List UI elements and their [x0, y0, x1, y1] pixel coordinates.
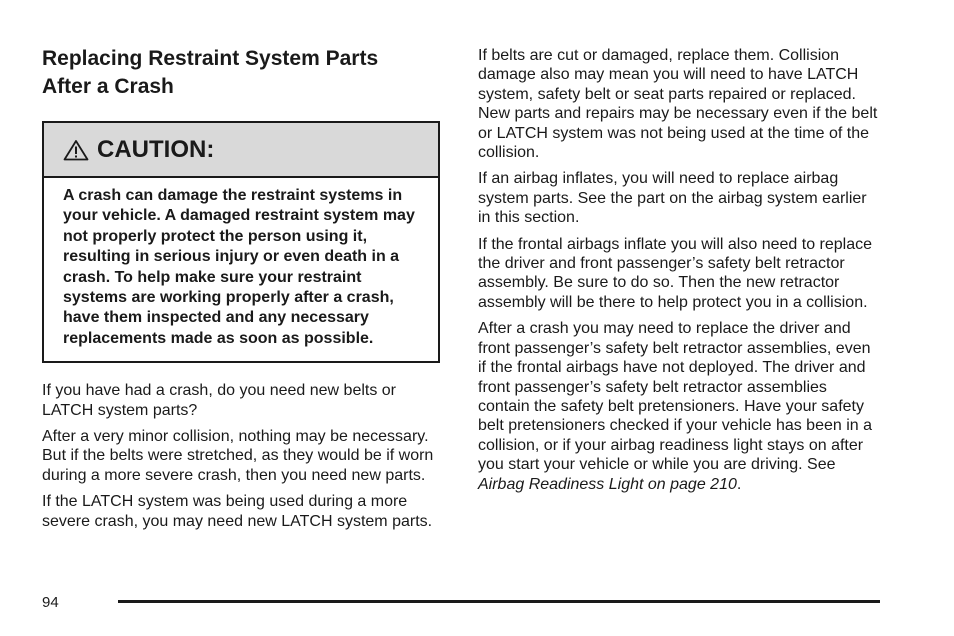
retractor-text: After a crash you may need to replace the driver and front passenger’s safety belt retractor assemblies, even if the frontal airbags have not deployed. The driver and front passenger’s safety belt retractor assemblies contain the safety belt pretensioners. Have your safety belt pretensioners checked if your vehicle has been in a collision, or if your airbag readiness light stays on after you start your vehicle or while you are driving. See — [478, 320, 873, 474]
caution-title: CAUTION: — [97, 135, 215, 163]
paragraph-latch-system: If the LATCH system was being used during a more severe crash, you may need new LATCH system parts. — [42, 493, 433, 530]
paragraph-minor-collision: After a very minor collision, nothing may be necessary. But if the belts were stretched, as they would be if worn during a more severe crash, then you need new parts. — [42, 428, 434, 484]
caution-body: A crash can damage the restraint systems in your vehicle. A damaged restraint system may not properly protect the person using it, resulting in serious injury or even death in a crash. To help make sure your restraint systems are working properly after a crash, have them inspected and any necessary replacements made as soon as possible. — [63, 187, 415, 347]
paragraph-retractor-assemblies — [478, 319, 882, 494]
retractor-text-end: . — [736, 475, 742, 493]
caution-header — [44, 123, 438, 178]
paragraph-frontal-airbags: If the frontal airbags inflate you will also need to replace the driver and front passenger’s safety belt retractor assembly. Be sure to do so. Then the new retractor assembly will be there to help protect you in a collision. — [478, 235, 873, 311]
section-heading — [42, 45, 445, 101]
caution-box — [42, 121, 440, 363]
page-number: 94 — [42, 594, 59, 611]
warning-triangle-icon — [63, 139, 89, 161]
right-column — [478, 46, 882, 501]
paragraph-crash-question: If you have had a crash, do you need new belts or LATCH system parts? — [42, 382, 397, 419]
paragraph-cut-belts: If belts are cut or damaged, replace them. Collision damage also may mean you will need to have LATCH system, safety belt or seat parts repaired or replaced. New parts and repairs may be necessary even if the belt or LATCH system was not being used at the time of the collision. — [478, 47, 878, 162]
section-heading-line1: Replacing Restraint System Parts — [42, 47, 379, 70]
footer-rule — [118, 600, 880, 603]
section-heading-line2: After a Crash — [42, 75, 174, 98]
left-column — [42, 45, 445, 538]
paragraph-airbag-inflates: If an airbag inflates, you will need to replace airbag system parts. See the part on the airbag system earlier in this section. — [478, 170, 867, 227]
airbag-readiness-reference-link[interactable]: Airbag Readiness Light on page 210 — [478, 475, 737, 493]
